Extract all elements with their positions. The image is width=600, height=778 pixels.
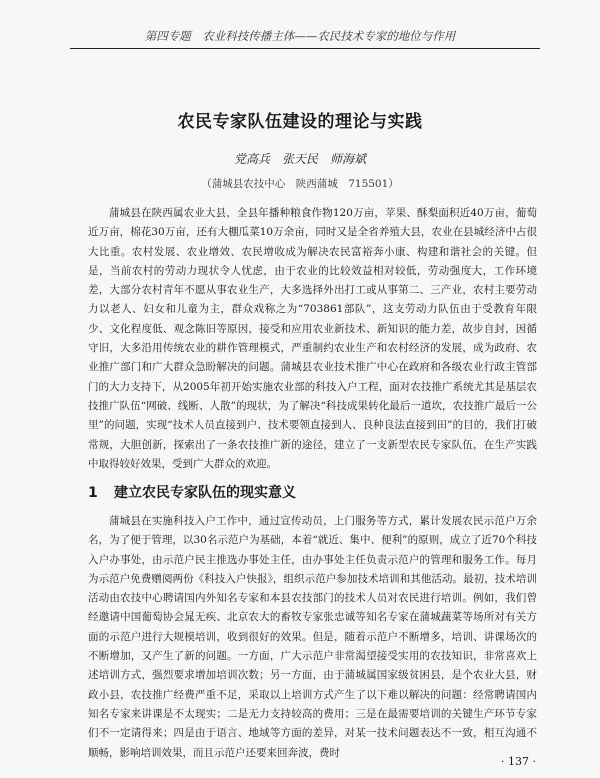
section-body xyxy=(88,512,537,763)
section-number: 1 xyxy=(88,485,98,501)
article-authors: 党高兵 张天民 师海斌 xyxy=(233,152,366,166)
section-heading xyxy=(88,482,296,502)
running-head: 第四专题 农业科技传播主体——农民技术专家的地位与作用 xyxy=(144,29,456,43)
section-paragraph: 蒲城县在实施科技入户工作中，通过宣传动员，上门服务等方式，累计发展农民示范户万余名，为了便于管理，以30名示范户为基础，本着“就近、集中、便利”的原则，成立了近70个科技入户办事处，由示范户民主推选办事处主任，由办事处主任负责示范户的管理和服务工作。每月为示范户免费赠阅两份《科技入户快报》，组织示范户参加技术培训和其他活动。最初，技术培训活动由农技中心聘请国内外知名专家和本县农技部门的技术人员对农民进行培训。例如，我们曾经邀请中国葡萄协会晁无疾、北京农大的畜牧专家张忠诚等知名专家在蒲城蔬菜等场所对有关方面的示范户进行大规模培训，收到很好的效果。但是，随着示范户不断增多，培训、讲课场次的不断增加，又产生了新的问题。一方面，广大示范户非常渴望接受实用的农技知识，非常喜欢上述培训方式，强烈要求增加培训次数；另一方面，由于蒲城属国家级贫困县，是个农业大县，财政小县，农技推广经费严重不足，采取以上培训方式产生了以下难以解决的问题：经常聘请国内知名专家来讲课是不太现实；二是无力支持较高的费用；三是在最需要培训的关键生产环节专家们不一定请得来；四是由于语言、地域等方面的差异，对某一技术问题表达不一致，相互沟通不顺畅，影响培训效果，而且示范户还要来回奔波，费时 xyxy=(88,515,537,759)
article-title: 农民专家队伍建设的理论与实践 xyxy=(177,112,423,132)
header-rule xyxy=(70,48,540,49)
intro-section xyxy=(88,204,537,474)
article-affiliation: （蒲城县农技中心 陕西蒲城 715501） xyxy=(201,178,399,190)
page-number: · 137 · xyxy=(501,755,536,768)
intro-paragraph: 蒲城县在陕西属农业大县，全县年播种粮食作物120万亩，苹果、酥梨面积近40万亩，葡萄近万亩，棉花30万亩，还有大棚瓜菜10万余亩，同时又是全省养殖大县，农业在县城经济中占很大比重。农村发展、农业增效、农民增收成为解决农民富裕奔小康、构建和谐社会的关键。但是，当前农村的劳动力现状令人忧虑，由于农业的比较效益相对较低，劳动强度大，工作环境差，大部分农村青年不愿从事农业生产，大多选择外出打工或从事第二、三产业，农村主要劳动力以老人、妇女和儿童为主，群众戏称之为“703861部队”，这支劳动力队伍由于受教育年限少、文化程度低、观念陈旧等原因，接受和应用农业新技术、新知识的能力差，故步自封，因循守旧，大多沿用传统农业的耕作管理模式，严重制约农业生产和农村经济的发展，成为政府、农业推广部门和广大群众急盼解决的问题。蒲城县农业技术推广中心在政府和各级农业行政主管部门的大力支持下，从2005年初开始实施农业部的科技入户工程，面对农技推广系统尤其是基层农技推广队伍“网破、线断、人散”的现状，为了解决“科技成果转化最后一道坎，农技推广最后一公里”的问题，实现“技术人员直接到户、技术要领直接到人、良种良法直接到田”的目的，我们打破常规，大胆创新，探索出了一条农技推广新的途径，建立了一支新型农民专家队伍，在生产实践中取得较好效果，受到广大群众的欢迎。 xyxy=(88,207,537,470)
section-title: 建立农民专家队伍的现实意义 xyxy=(114,485,296,501)
